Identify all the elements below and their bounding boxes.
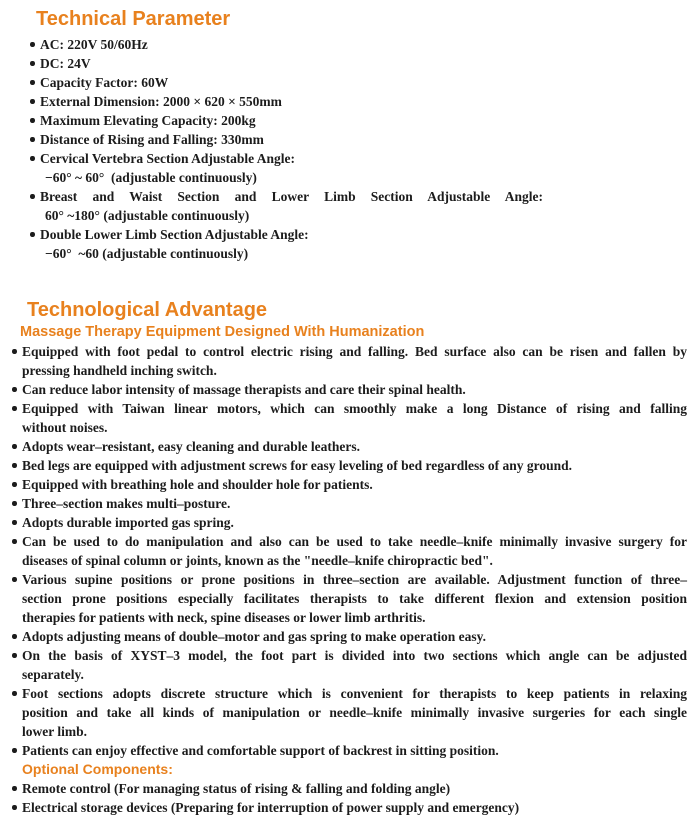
list-item bbox=[10, 494, 687, 513]
text-line: Maximum Elevating Capacity: 200kg bbox=[40, 113, 256, 128]
text-line: without noises. bbox=[22, 420, 108, 435]
text-line: lower limb. bbox=[22, 724, 87, 739]
text-line: 60° ~180° (adjustable continuously) bbox=[45, 208, 250, 223]
bullet-icon bbox=[30, 156, 35, 161]
list-item bbox=[10, 399, 687, 437]
text-line: Remote control (For managing status of rising & falling and folding angle) bbox=[22, 781, 451, 796]
bullet-icon bbox=[12, 748, 17, 753]
optional-components-title: Optional Components: bbox=[22, 761, 173, 777]
list-item bbox=[28, 92, 543, 111]
bullet-icon bbox=[12, 634, 17, 639]
text-line: DC: 24V bbox=[40, 56, 91, 71]
list-item bbox=[28, 54, 543, 73]
bullet-icon bbox=[12, 539, 17, 544]
list-item bbox=[10, 380, 687, 399]
text-line: Equipped with foot pedal to control electric rising and falling. Bed surface also can be risen and fallen by bbox=[22, 344, 687, 359]
text-line: separately. bbox=[22, 667, 84, 682]
text-line: Equipped with Taiwan linear motors, which can smoothly make a long Distance of rising and falling bbox=[22, 401, 687, 416]
bullet-icon bbox=[12, 786, 17, 791]
list-item bbox=[10, 627, 687, 646]
text-line: Equipped with breathing hole and shoulder hole for patients. bbox=[22, 477, 373, 492]
technological-advantage-section bbox=[0, 263, 691, 817]
text-line: Electrical storage devices (Preparing for interruption of power supply and emergency) bbox=[22, 800, 520, 815]
text-line: position and take all kinds of manipulation or needle–knife minimally invasive surgeries for each single bbox=[22, 705, 687, 720]
bullet-icon bbox=[12, 406, 17, 411]
text-line: −60° ~ 60° (adjustable continuously) bbox=[45, 170, 257, 185]
list-item bbox=[10, 513, 687, 532]
list-item bbox=[10, 646, 687, 684]
list-item bbox=[28, 35, 543, 54]
list-item bbox=[10, 456, 687, 475]
bullet-icon bbox=[12, 444, 17, 449]
bullet-icon bbox=[30, 118, 35, 123]
text-line: pressing handheld inching switch. bbox=[22, 363, 217, 378]
list-item bbox=[10, 570, 687, 627]
bullet-icon bbox=[12, 501, 17, 506]
list-item bbox=[28, 225, 543, 263]
text-line: Can reduce labor intensity of massage therapists and care their spinal health. bbox=[22, 382, 466, 397]
bullet-icon bbox=[30, 194, 35, 199]
technical-parameter-list bbox=[28, 35, 543, 263]
bullet-icon bbox=[12, 577, 17, 582]
text-line: section prone positions especially facilitates therapists to take different flexion and extension position bbox=[22, 591, 687, 606]
bullet-icon bbox=[30, 42, 35, 47]
bullet-icon bbox=[30, 80, 35, 85]
text-line: Bed legs are equipped with adjustment screws for easy leveling of bed regardless of any ground. bbox=[22, 458, 573, 473]
list-item bbox=[10, 437, 687, 456]
list-item bbox=[10, 779, 687, 798]
list-item bbox=[10, 741, 687, 760]
list-item bbox=[28, 130, 543, 149]
text-line: Cervical Vertebra Section Adjustable Angle: bbox=[40, 151, 295, 166]
bullet-icon bbox=[12, 463, 17, 468]
optional-components-list bbox=[10, 779, 687, 817]
technological-advantage-title: Technological Advantage bbox=[27, 299, 268, 321]
bullet-icon bbox=[12, 691, 17, 696]
list-item bbox=[10, 684, 687, 741]
text-line: Various supine positions or prone positions in three–section are available. Adjustment function of three– bbox=[22, 572, 687, 587]
list-item bbox=[10, 342, 687, 380]
bullet-icon bbox=[12, 805, 17, 810]
text-line: Can be used to do manipulation and also can be used to take needle–knife minimally invasive surgery for bbox=[22, 534, 687, 549]
bullet-icon bbox=[12, 349, 17, 354]
technical-parameter-section bbox=[0, 0, 691, 263]
technical-parameter-title: Technical Parameter bbox=[36, 8, 231, 30]
text-line: −60° ~60 (adjustable continuously) bbox=[45, 246, 249, 261]
text-line: External Dimension: 2000 × 620 × 550mm bbox=[40, 94, 282, 109]
list-item bbox=[28, 111, 543, 130]
text-line: diseases of spinal column or joints, known as the "needle–knife chiropractic bed". bbox=[22, 553, 493, 568]
technological-advantage-subtitle: Massage Therapy Equipment Designed With Humanization bbox=[20, 324, 425, 340]
list-item bbox=[10, 798, 687, 817]
text-line: Foot sections adopts discrete structure which is convenient for therapists to keep patients in relaxing bbox=[22, 686, 687, 701]
text-line: AC: 220V 50/60Hz bbox=[40, 37, 148, 52]
text-line: Adopts durable imported gas spring. bbox=[22, 515, 234, 530]
technological-advantage-list bbox=[10, 342, 687, 760]
bullet-icon bbox=[30, 61, 35, 66]
bullet-icon bbox=[30, 99, 35, 104]
list-item bbox=[28, 149, 543, 187]
text-line: Double Lower Limb Section Adjustable Angle: bbox=[40, 227, 309, 242]
text-line: therapies for patients with neck, spine diseases or lower limb arthritis. bbox=[22, 610, 426, 625]
bullet-icon bbox=[12, 482, 17, 487]
text-line: Adopts wear–resistant, easy cleaning and durable leathers. bbox=[22, 439, 361, 454]
bullet-icon bbox=[30, 232, 35, 237]
bullet-icon bbox=[30, 137, 35, 142]
text-line: Adopts adjusting means of double–motor and gas spring to make operation easy. bbox=[22, 629, 487, 644]
list-item bbox=[28, 73, 543, 92]
bullet-icon bbox=[12, 653, 17, 658]
text-line: Patients can enjoy effective and comfortable support of backrest in sitting position. bbox=[22, 743, 499, 758]
text-line: Breast and Waist Section and Lower Limb Section Adjustable Angle: bbox=[40, 189, 543, 204]
bullet-icon bbox=[12, 387, 17, 392]
bullet-icon bbox=[12, 520, 17, 525]
list-item bbox=[10, 475, 687, 494]
text-line: On the basis of XYST–3 model, the foot part is divided into two sections which angle can be adjusted bbox=[22, 648, 687, 663]
text-line: Three–section makes multi–posture. bbox=[22, 496, 231, 511]
list-item bbox=[28, 187, 543, 225]
text-line: Distance of Rising and Falling: 330mm bbox=[40, 132, 264, 147]
list-item bbox=[10, 532, 687, 570]
text-line: Capacity Factor: 60W bbox=[40, 75, 169, 90]
